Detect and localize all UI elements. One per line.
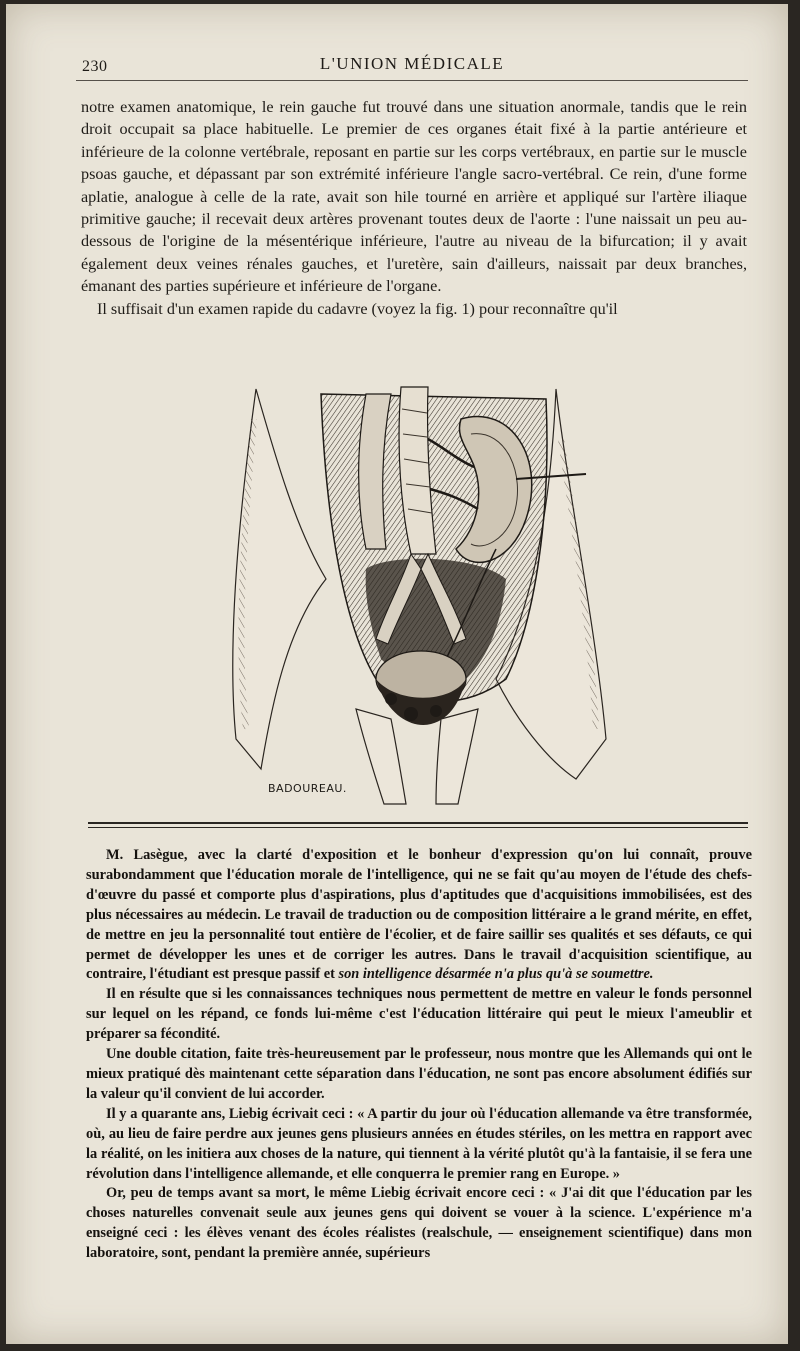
paragraph: Or, peu de temps avant sa mort, le même Liebig écrivait encore ceci : « J'ai dit que l'éducation par les choses naturelles convenait seule aux jeunes gens qui doivent se vouer à la science. L'expérience m'a enseigné ceci : les élèves venant des écoles réalistes (realschule, — enseignement scientifique) dans mon laboratoire, sont, pendant la première année, supérieurs [86,1185,752,1262]
italic-phrase: son intelligence désarmée n'a plus qu'à se soumettre. [338,966,654,983]
paragraph: Il en résulte que si les connaissances techniques nous permettent de mettre en valeur le fonds personnel sur lequel on les répand, ce fonds lui-même c'est l'éducation littéraire qui peut le mieux l'ameublir et préparer sa fécondité. [86,986,752,1043]
anatomical-engraving [216,379,616,809]
paragraph [86,846,752,985]
running-title: L'UNION MÉDICALE [319,54,505,73]
lower-text-block [86,846,752,1264]
upper-text-block [81,96,747,320]
paragraph: Il y a quarante ans, Liebig écrivait ceci : « A partir du jour où l'éducation allemande va être transformée, où, au lieu de faire perdre aux jeunes gens plusieurs années en études stériles, on les mettra en rapport avec la réalité, on les initiera aux choses de la nature, qui tiennent à la vérité plutôt qu'à la fantaisie, il se fera une révolution dans l'intelligence allemande, et elle conquerra le premier rang en Europe. » [86,1105,752,1182]
engraver-signature: BADOUREAU. [268,782,347,795]
divider-rule-thin [88,827,748,828]
page-number: 230 [82,58,108,75]
paragraph: notre examen anatomique, le rein gauche fut trouvé dans une situation anormale, tandis que le rein droit occupait sa place habituelle. Le premier de ces organes était fixé à la partie antérieure et inférieure de la colonne vertébrale, reposant en partie sur les corps vertébraux, en partie sur le muscle psoas gauche, et dépassant par son extrémité inférieure l'angle sacro-vertébral. Ce rein, d'une forme aplatie, analogue à celle de la rate, avait son hile tourné en arrière et appliqué sur l'artère iliaque primitive gauche; il recevait deux artères provenant toutes deux de l'aorte : l'une naissait un peu au-dessous de l'origine de la mésentérique inférieure, l'autre au niveau de la bifurcation; il y avait également deux veines rénales gauches, et l'uretère, sain d'ailleurs, naissait par deux branches, émanant des parties supérieure et inférieure de l'organe. [81,98,747,296]
anatomical-figure [216,379,616,809]
paragraph: Une double citation, faite très-heureusement par le professeur, nous montre que les Allemands qui ont le mieux pratiqué dès maintenant cette séparation dans l'éducation, ne sont pas encore absolument édifiés sur la valeur qu'il convient de lui accorder. [86,1046,752,1102]
divider-rule [88,822,748,824]
book-page [6,4,788,1344]
paragraph: Il suffisait d'un examen rapide du cadavre (voyez la fig. 1) pour reconnaître qu'il [97,299,618,318]
paragraph-text: M. Lasègue, avec la clarté d'exposition et le bonheur d'expression qu'on lui connaît, prouve surabondamment que l'éducation morale de l'intelligence, qui ne se fait qu'au moyen de l'étude des chefs-d'œuvre du passé et comporte plus d'aspirations, plus d'aptitudes que d'acquisitions immobilisées, est des plus nécessaires au médecin. Le travail de traduction ou de composition littéraire a le grand mérite, en effet, de mettre en jeu la personnalité tout entière de l'écolier, et de faire saillir ses qualités et ses défauts, ce qui permet de développer les unes et de corriger les autres. Dans le travail d'acquisition scientifique, au contraire, l'étudiant est presque passif et [86,847,752,983]
page-header [76,52,748,81]
